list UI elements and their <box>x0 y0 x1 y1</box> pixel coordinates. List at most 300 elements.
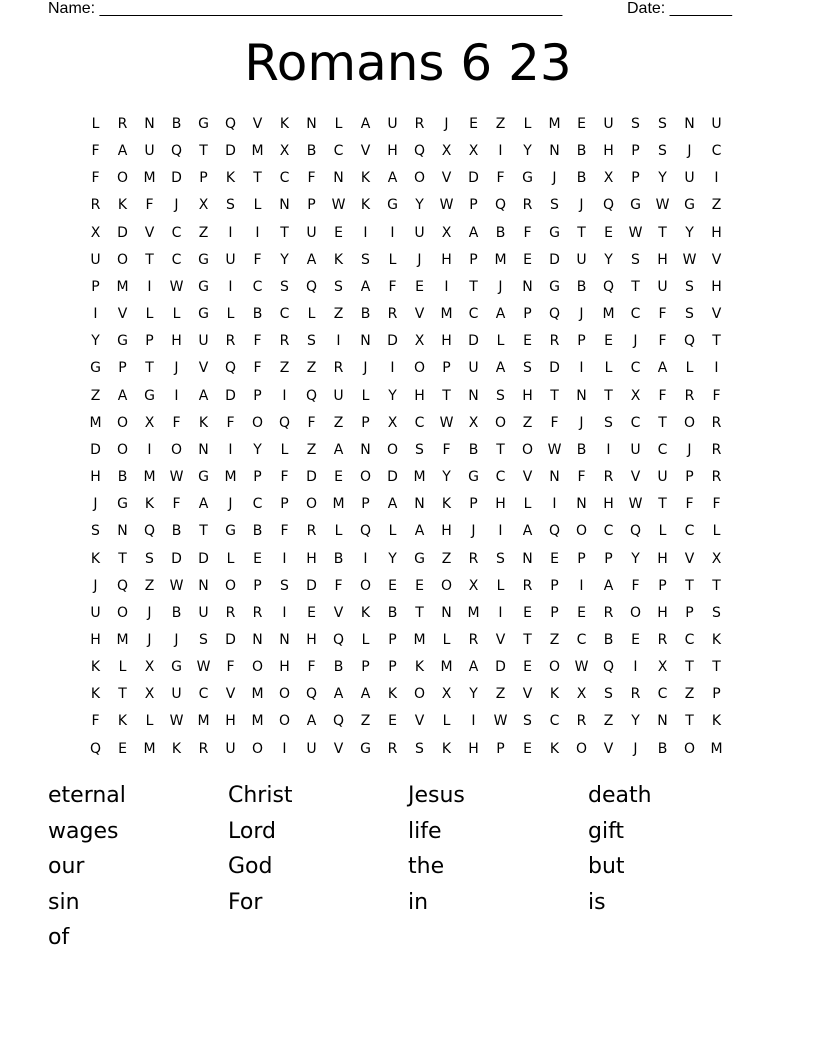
grid-letter: C <box>549 713 560 730</box>
grid-letter: T <box>685 659 694 676</box>
grid-letter: X <box>279 143 290 160</box>
grid-letter: X <box>468 414 479 431</box>
grid-letter: F <box>307 170 316 187</box>
grid-letter: L <box>145 306 154 323</box>
grid-letter: N <box>117 523 128 540</box>
grid-letter: R <box>576 713 587 730</box>
grid-letter: A <box>360 278 371 295</box>
grid-letter: L <box>658 523 667 540</box>
grid-letter: P <box>280 496 289 513</box>
grid-letter: Y <box>604 251 613 268</box>
grid-letter: U <box>711 116 722 132</box>
grid-letter: U <box>306 740 317 757</box>
word-list-item: God <box>228 854 273 880</box>
grid-letter: V <box>117 306 128 323</box>
grid-letter: W <box>682 251 697 268</box>
grid-letter: F <box>712 496 721 513</box>
grid-letter: O <box>413 360 426 377</box>
grid-letter: E <box>523 604 532 621</box>
grid-letter: O <box>683 740 696 757</box>
grid-letter: O <box>224 577 237 594</box>
grid-letter: Y <box>388 387 397 404</box>
grid-letter: P <box>685 469 694 486</box>
grid-letter: N <box>576 496 587 513</box>
grid-letter: J <box>363 360 368 377</box>
grid-letter: A <box>387 170 398 187</box>
grid-letter: C <box>576 631 587 648</box>
grid-letter: U <box>630 441 641 458</box>
grid-letter: L <box>523 116 532 132</box>
grid-letter: O <box>548 659 561 676</box>
grid-letter: X <box>441 224 452 241</box>
grid-letter: R <box>684 387 695 404</box>
grid-letter: Z <box>306 441 317 458</box>
grid-row <box>82 654 730 681</box>
grid-letter: X <box>441 686 452 703</box>
grid-letter: A <box>387 496 398 513</box>
grid-letter: L <box>496 333 505 350</box>
grid-letter: N <box>360 333 371 350</box>
grid-letter: A <box>333 686 344 703</box>
grid-letter: J <box>147 631 152 648</box>
grid-letter: Q <box>494 197 507 214</box>
grid-letter: F <box>307 414 316 431</box>
grid-letter: N <box>576 387 587 404</box>
grid-letter: R <box>657 631 668 648</box>
grid-letter: H <box>171 333 182 350</box>
grid-letter: E <box>523 333 532 350</box>
grid-letter: L <box>712 523 721 540</box>
grid-letter: V <box>144 224 155 241</box>
grid-letter: X <box>144 686 155 703</box>
grid-letter: U <box>225 251 236 268</box>
grid-letter: F <box>172 496 181 513</box>
grid-letter: U <box>603 116 614 132</box>
grid-letter: R <box>279 333 290 350</box>
grid-letter: Q <box>629 523 642 540</box>
grid-letter: N <box>441 604 452 621</box>
grid-letter: Z <box>333 414 344 431</box>
grid-letter: Q <box>224 116 237 132</box>
grid-letter: P <box>496 740 505 757</box>
grid-letter: I <box>498 523 503 540</box>
word-list <box>48 778 768 956</box>
grid-letter: L <box>145 713 154 730</box>
grid-letter: F <box>658 387 667 404</box>
date-field-label: Date: _______ <box>627 0 732 17</box>
grid-letter: P <box>550 604 559 621</box>
grid-letter: M <box>251 713 264 730</box>
grid-letter: O <box>116 170 129 187</box>
grid-letter: G <box>117 496 128 513</box>
grid-letter: B <box>495 224 506 241</box>
grid-letter: U <box>414 224 425 241</box>
grid-letter: P <box>442 360 451 377</box>
word-search-grid <box>82 111 730 763</box>
grid-letter: Z <box>549 631 560 648</box>
grid-letter: L <box>442 713 451 730</box>
grid-letter: I <box>147 441 152 458</box>
grid-letter: P <box>550 577 559 594</box>
grid-letter: D <box>198 550 209 567</box>
grid-letter: R <box>711 441 722 458</box>
grid-letter: H <box>306 631 317 648</box>
grid-letter: Z <box>495 116 506 132</box>
grid-letter: P <box>361 659 370 676</box>
grid-letter: N <box>549 469 560 486</box>
grid-letter: B <box>117 469 128 486</box>
grid-letter: O <box>575 523 588 540</box>
grid-letter: B <box>576 278 587 295</box>
grid-letter: Y <box>631 713 640 730</box>
grid-letter: A <box>657 360 668 377</box>
grid-letter: F <box>631 577 640 594</box>
grid-letter: K <box>360 197 371 214</box>
grid-letter: F <box>523 224 532 241</box>
grid-letter: M <box>440 659 453 676</box>
grid-letter: C <box>279 306 290 323</box>
grid-letter: R <box>225 604 236 621</box>
grid-letter: E <box>388 713 397 730</box>
grid-letter: T <box>523 631 532 648</box>
grid-letter: J <box>444 116 449 132</box>
grid-letter: P <box>253 577 262 594</box>
grid-letter: H <box>387 143 398 160</box>
grid-letter: S <box>361 251 370 268</box>
grid-letter: B <box>387 604 398 621</box>
grid-letter: M <box>143 740 156 757</box>
grid-letter: N <box>549 143 560 160</box>
grid-letter: G <box>468 469 479 486</box>
grid-letter: Q <box>602 197 615 214</box>
grid-letter: C <box>684 523 695 540</box>
grid-letter: C <box>279 170 290 187</box>
grid-letter: P <box>712 686 721 703</box>
grid-letter: I <box>336 333 341 350</box>
word-list-item: gift <box>588 818 625 844</box>
grid-letter: Q <box>143 523 156 540</box>
grid-letter: D <box>468 333 479 350</box>
grid-letter: X <box>144 414 155 431</box>
grid-letter: R <box>90 197 101 214</box>
grid-letter: J <box>579 197 584 214</box>
grid-letter: T <box>145 360 154 377</box>
grid-letter: R <box>252 604 263 621</box>
grid-letter: P <box>199 170 208 187</box>
word-list-item: in <box>408 889 429 915</box>
word-list-item: wages <box>48 818 119 844</box>
grid-letter: G <box>630 197 641 214</box>
grid-letter: B <box>252 523 263 540</box>
grid-letter: J <box>174 360 179 377</box>
grid-letter: M <box>251 686 264 703</box>
grid-letter: J <box>174 197 179 214</box>
grid-letter: H <box>306 550 317 567</box>
grid-letter: C <box>495 469 506 486</box>
grid-row <box>82 383 730 410</box>
grid-letter: O <box>116 441 129 458</box>
grid-letter: D <box>171 550 182 567</box>
grid-letter: A <box>522 523 533 540</box>
grid-letter: L <box>172 306 181 323</box>
grid-letter: T <box>631 278 640 295</box>
grid-letter: D <box>225 631 236 648</box>
grid-letter: H <box>657 604 668 621</box>
grid-letter: S <box>496 387 505 404</box>
grid-letter: K <box>414 659 425 676</box>
grid-letter: A <box>306 713 317 730</box>
grid-letter: G <box>387 197 398 214</box>
grid-letter: Y <box>415 197 424 214</box>
grid-letter: I <box>579 360 584 377</box>
grid-letter: U <box>171 686 182 703</box>
grid-letter: R <box>603 469 614 486</box>
grid-letter: E <box>334 224 343 241</box>
grid-letter: Q <box>548 523 561 540</box>
grid-letter: F <box>145 197 154 214</box>
grid-letter: K <box>171 740 182 757</box>
grid-letter: G <box>171 659 182 676</box>
grid-letter: Y <box>631 550 640 567</box>
grid-letter: L <box>91 116 100 132</box>
grid-letter: T <box>118 550 127 567</box>
grid-letter: F <box>253 251 262 268</box>
grid-letter: B <box>576 143 587 160</box>
grid-letter: Q <box>602 659 615 676</box>
grid-letter: H <box>90 631 101 648</box>
grid-letter: P <box>577 550 586 567</box>
grid-letter: O <box>494 414 507 431</box>
grid-letter: F <box>577 469 586 486</box>
grid-letter: H <box>495 496 506 513</box>
grid-letter: K <box>90 659 101 676</box>
grid-letter: G <box>549 278 560 295</box>
grid-letter: L <box>685 360 694 377</box>
grid-letter: S <box>604 414 613 431</box>
grid-row <box>82 491 730 518</box>
grid-letter: O <box>170 441 183 458</box>
grid-letter: Y <box>442 469 451 486</box>
grid-letter: A <box>198 496 209 513</box>
grid-row <box>82 681 730 708</box>
grid-letter: I <box>633 659 638 676</box>
grid-letter: Q <box>332 713 345 730</box>
grid-letter: G <box>360 740 371 757</box>
grid-letter: T <box>415 604 424 621</box>
grid-letter: C <box>657 686 668 703</box>
grid-letter: V <box>522 686 533 703</box>
grid-letter: L <box>442 631 451 648</box>
grid-letter: S <box>685 278 694 295</box>
grid-letter: D <box>468 170 479 187</box>
grid-letter: M <box>251 143 264 160</box>
grid-letter: M <box>224 469 237 486</box>
grid-letter: L <box>523 496 532 513</box>
grid-letter: P <box>658 577 667 594</box>
grid-letter: Q <box>683 333 696 350</box>
grid-letter: I <box>363 550 368 567</box>
grid-letter: S <box>523 360 532 377</box>
grid-letter: D <box>117 224 128 241</box>
grid-letter: B <box>252 306 263 323</box>
grid-letter: A <box>414 523 425 540</box>
grid-letter: D <box>171 170 182 187</box>
grid-letter: M <box>710 740 723 757</box>
grid-letter: X <box>603 170 614 187</box>
grid-letter: V <box>414 713 425 730</box>
grid-row <box>82 464 730 491</box>
grid-letter: Q <box>305 686 318 703</box>
grid-letter: R <box>387 306 398 323</box>
grid-letter: N <box>279 197 290 214</box>
grid-letter: C <box>630 306 641 323</box>
word-list-item: life <box>408 818 442 844</box>
grid-letter: V <box>360 143 371 160</box>
grid-letter: F <box>685 496 694 513</box>
grid-letter: R <box>414 116 425 132</box>
grid-letter: S <box>604 686 613 703</box>
grid-letter: I <box>228 224 233 241</box>
grid-letter: Z <box>522 414 533 431</box>
grid-letter: J <box>498 278 503 295</box>
grid-letter: U <box>198 333 209 350</box>
grid-letter: M <box>143 469 156 486</box>
grid-letter: T <box>712 659 721 676</box>
grid-letter: O <box>575 740 588 757</box>
grid-row <box>82 328 730 355</box>
grid-letter: T <box>712 577 721 594</box>
puzzle-title: Romans 6 23 <box>244 34 572 92</box>
grid-letter: A <box>333 441 344 458</box>
grid-letter: U <box>198 604 209 621</box>
word-list-item: sin <box>48 889 80 915</box>
grid-letter: O <box>683 414 696 431</box>
grid-letter: F <box>91 143 100 160</box>
grid-letter: D <box>495 659 506 676</box>
grid-letter: G <box>198 469 209 486</box>
grid-letter: E <box>631 631 640 648</box>
grid-letter: R <box>468 550 479 567</box>
grid-letter: R <box>387 740 398 757</box>
grid-letter: O <box>278 686 291 703</box>
grid-letter: B <box>306 143 317 160</box>
grid-letter: N <box>468 387 479 404</box>
grid-letter: R <box>306 523 317 540</box>
grid-letter: J <box>417 251 422 268</box>
grid-letter: I <box>714 170 719 187</box>
grid-letter: I <box>363 224 368 241</box>
grid-letter: Q <box>305 278 318 295</box>
grid-letter: W <box>547 441 562 458</box>
grid-letter: X <box>144 659 155 676</box>
grid-letter: Q <box>413 143 426 160</box>
grid-letter: T <box>118 686 127 703</box>
grid-letter: V <box>684 550 695 567</box>
grid-letter: O <box>440 577 453 594</box>
grid-letter: F <box>226 414 235 431</box>
grid-letter: J <box>687 441 692 458</box>
grid-letter: S <box>685 306 694 323</box>
grid-letter: Y <box>523 143 532 160</box>
grid-letter: T <box>199 143 208 160</box>
grid-letter: S <box>199 631 208 648</box>
grid-letter: A <box>306 251 317 268</box>
grid-letter: L <box>280 441 289 458</box>
grid-letter: L <box>334 116 343 132</box>
grid-letter: Z <box>279 360 290 377</box>
grid-letter: W <box>169 713 184 730</box>
grid-letter: P <box>685 604 694 621</box>
grid-letter: W <box>574 659 589 676</box>
grid-letter: H <box>522 387 533 404</box>
grid-letter: J <box>174 631 179 648</box>
grid-letter: C <box>333 143 344 160</box>
grid-letter: X <box>90 224 101 241</box>
grid-letter: F <box>307 659 316 676</box>
grid-letter: N <box>198 441 209 458</box>
grid-letter: K <box>144 496 155 513</box>
grid-row <box>82 736 730 763</box>
grid-letter: Z <box>684 686 695 703</box>
grid-letter: O <box>521 441 534 458</box>
grid-letter: V <box>225 686 236 703</box>
grid-letter: C <box>603 523 614 540</box>
grid-letter: I <box>444 278 449 295</box>
grid-letter: U <box>225 740 236 757</box>
grid-letter: T <box>145 251 154 268</box>
grid-letter: I <box>471 713 476 730</box>
grid-letter: Z <box>711 197 722 214</box>
grid-letter: L <box>253 197 262 214</box>
grid-letter: F <box>253 360 262 377</box>
grid-letter: I <box>282 550 287 567</box>
grid-letter: F <box>253 333 262 350</box>
grid-letter: M <box>548 116 561 132</box>
grid-letter: S <box>550 197 559 214</box>
grid-letter: W <box>196 659 211 676</box>
grid-letter: O <box>251 659 264 676</box>
grid-letter: T <box>685 577 694 594</box>
grid-letter: V <box>333 740 344 757</box>
grid-letter: L <box>361 631 370 648</box>
grid-letter: O <box>116 604 129 621</box>
grid-letter: G <box>198 278 209 295</box>
grid-letter: Y <box>658 170 667 187</box>
grid-letter: N <box>198 577 209 594</box>
grid-letter: A <box>603 577 614 594</box>
grid-letter: K <box>225 170 236 187</box>
grid-letter: X <box>468 143 479 160</box>
grid-letter: B <box>171 523 182 540</box>
grid-letter: E <box>307 604 316 621</box>
grid-row <box>82 111 730 138</box>
word-list-item: but <box>588 854 625 880</box>
grid-letter: C <box>630 360 641 377</box>
grid-row <box>82 220 730 247</box>
grid-letter: E <box>523 740 532 757</box>
grid-letter: S <box>631 116 640 132</box>
grid-letter: Y <box>388 550 397 567</box>
grid-letter: N <box>522 550 533 567</box>
grid-letter: U <box>90 251 101 268</box>
grid-letter: I <box>552 496 557 513</box>
grid-letter: M <box>116 631 129 648</box>
grid-letter: B <box>360 306 371 323</box>
grid-letter: G <box>414 550 425 567</box>
grid-letter: S <box>415 740 424 757</box>
grid-row <box>82 138 730 165</box>
grid-letter: J <box>633 740 638 757</box>
